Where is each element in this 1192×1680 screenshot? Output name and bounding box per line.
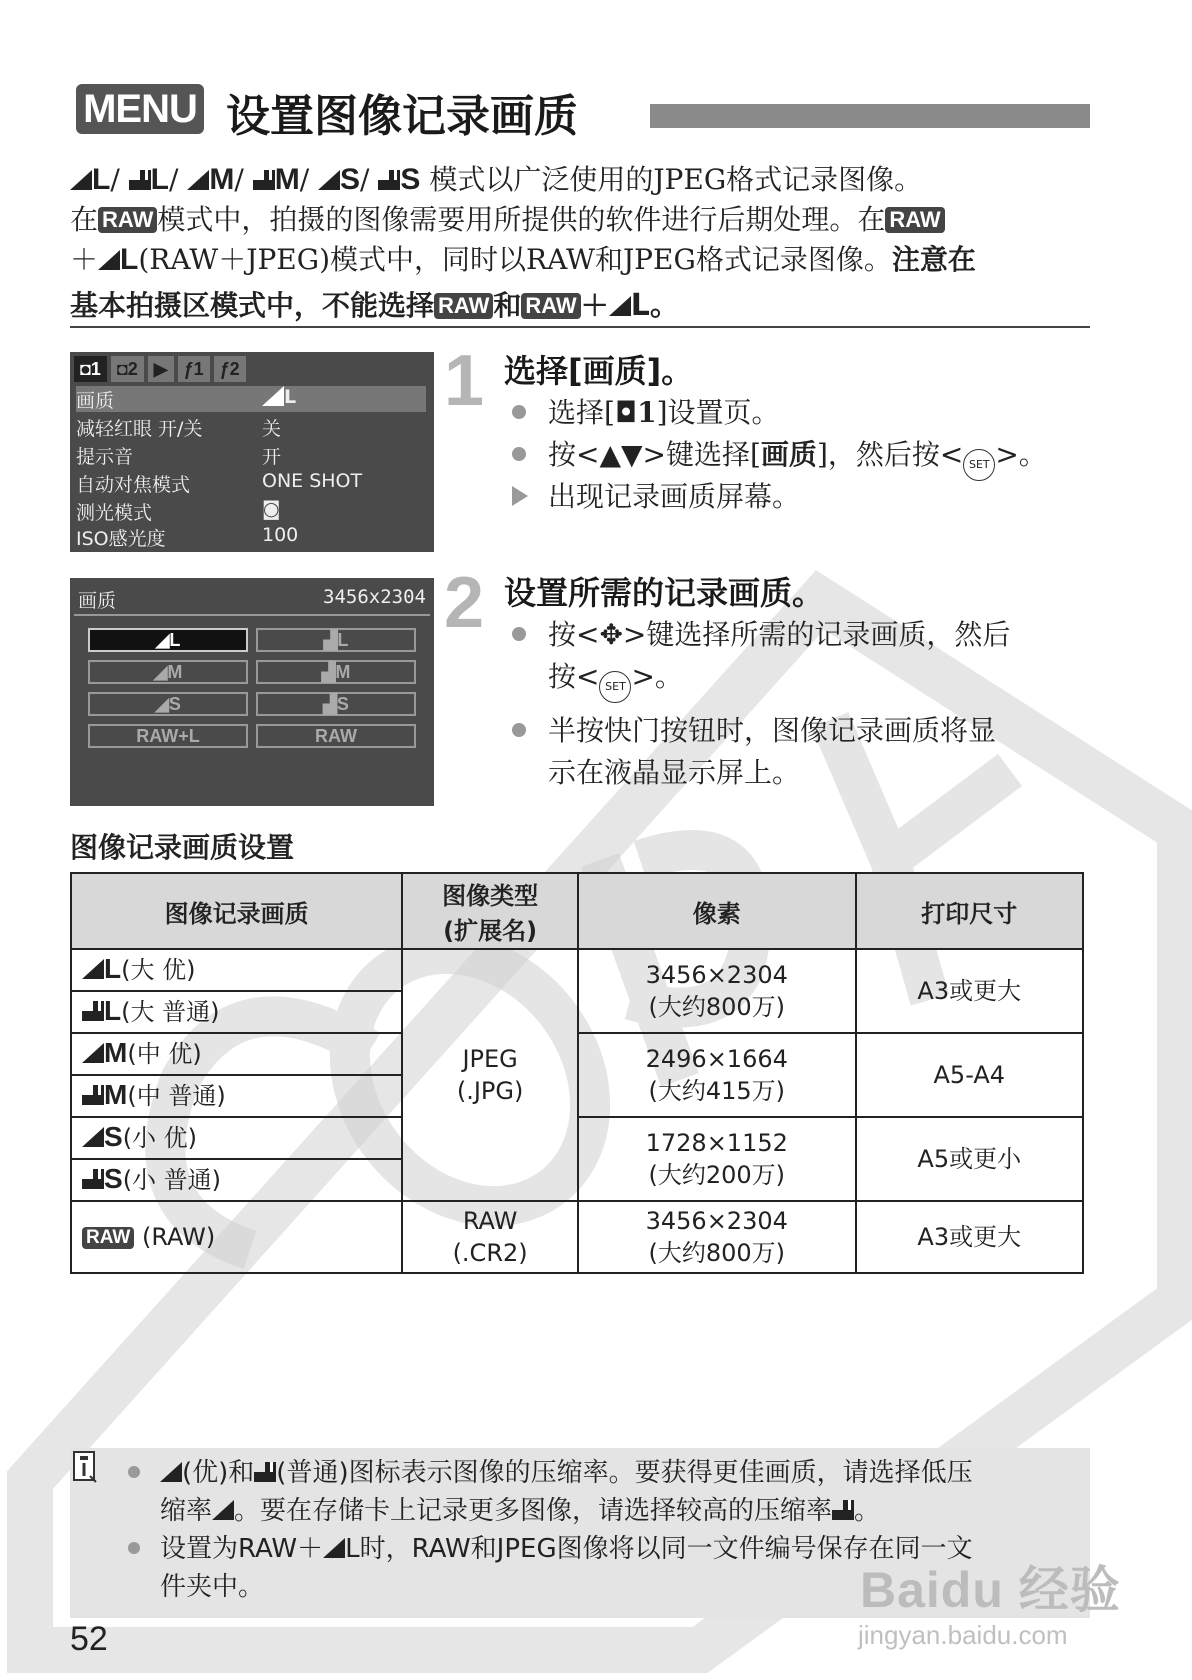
tab-setup-1: ƒ 1 xyxy=(178,356,210,382)
fine-compression-icon xyxy=(323,1538,345,1558)
set-button-icon: SET xyxy=(963,449,995,481)
quality-option-small-normal: ▟ S xyxy=(256,692,416,716)
step-bullet: 按<▲▼>键选择[画质]，然后按< SET >。 xyxy=(512,434,1047,481)
table-row: M(中 优) 2496×1664 (大约415万) A5-A4 xyxy=(71,1033,1083,1075)
step-heading: 选择[画质]。 xyxy=(504,352,694,390)
fine-compression-icon xyxy=(98,250,120,270)
fine-compression-icon xyxy=(609,296,631,316)
menu-row-metering: 测光模式 ◙ xyxy=(76,498,281,524)
normal-compression-icon xyxy=(253,170,275,190)
camera-icon: ◘ xyxy=(614,396,638,429)
metering-icon: ◙ xyxy=(262,498,281,520)
fine-compression-icon xyxy=(318,170,340,190)
table-row: L(大 普通) xyxy=(71,991,1083,1033)
step-bullet: 选择[◘1]设置页。 xyxy=(512,392,780,434)
section-title: 图像记录画质设置 xyxy=(70,831,295,864)
raw-icon: RAW xyxy=(98,207,157,233)
note-item: (优)和 (普通)图标表示图像的压缩率。要获得更佳画质，请选择低压 缩率 。要在存储卡上记录更多图像，请选择较高的压缩率 。 xyxy=(128,1454,1088,1530)
baidu-url: jingyan.baidu.com xyxy=(858,1620,1068,1650)
title-bar xyxy=(650,104,1090,128)
col-header: 图像类型 (扩展名) xyxy=(402,873,578,949)
step-number: 2 xyxy=(444,563,485,643)
normal-compression-icon xyxy=(378,170,400,190)
page-title: 设置图像记录画质 xyxy=(226,91,578,142)
quality-option-raw: RAW xyxy=(256,724,416,748)
baidu-logo: Baidu 经验 xyxy=(860,1562,1121,1618)
quality-settings-table xyxy=(70,872,1084,1274)
normal-compression-icon xyxy=(82,1001,104,1021)
page-number: 52 xyxy=(70,1620,108,1658)
step-bullet: 半按快门按钮时，图像记录画质将显 示在液晶显示屏上。 xyxy=(512,710,1092,794)
wrench-icon: ƒ xyxy=(219,358,230,379)
intro-line-4: 基本拍摄区模式中，不能选择 RAW 和 RAW ＋ L。 xyxy=(70,288,680,323)
normal-compression-icon xyxy=(832,1500,854,1520)
fine-compression-icon xyxy=(82,959,104,979)
col-header: 像素 xyxy=(578,873,856,949)
quality-select-screen xyxy=(70,578,434,806)
col-header: 打印尺寸 xyxy=(856,873,1083,949)
quality-option-raw-plus-large: RAW+L xyxy=(88,724,248,748)
playback-icon: ▶ xyxy=(153,358,168,379)
fine-compression-icon xyxy=(212,1500,234,1520)
raw-icon: RAW xyxy=(82,1227,134,1249)
tab-shooting-1: ◘ 1 xyxy=(74,356,107,382)
normal-compression-icon xyxy=(82,1169,104,1189)
tab-playback xyxy=(148,356,174,382)
wrench-icon: ƒ xyxy=(183,358,194,379)
divider xyxy=(70,326,1090,328)
quality-option-medium-fine: ◢ M xyxy=(88,660,248,684)
camera-icon: ◘ xyxy=(80,358,91,379)
quality-option-large-fine: ◢ L xyxy=(88,628,248,652)
fine-compression-icon xyxy=(160,1462,182,1482)
normal-compression-icon xyxy=(254,1462,276,1482)
normal-compression-icon xyxy=(82,1085,104,1105)
table-row: RAW (RAW) RAW (.CR2) 3456×2304 (大约800万) A3或更大 xyxy=(71,1201,1083,1273)
table-row: M(中 普通) xyxy=(71,1075,1083,1117)
intro-line-3: ＋ L(RAW＋JPEG)模式中，同时以RAW和JPEG格式记录图像。注意在 xyxy=(70,243,976,276)
quality-option-medium-normal: ▟ M xyxy=(256,660,416,684)
tab-setup-2: ƒ 2 xyxy=(214,356,246,382)
menu-row-beep: 提示音 开 xyxy=(76,446,282,468)
quality-option-small-fine: ◢ S xyxy=(88,692,248,716)
normal-compression-icon xyxy=(129,170,151,190)
quality-option-large-normal: ▟ L xyxy=(256,628,416,652)
fine-compression-icon xyxy=(82,1043,104,1063)
camera-menu-screen xyxy=(70,352,434,552)
note-item: 设置为RAW＋ L时，RAW和JPEG图像将以同一文件编号保存在同一文 件夹中。 xyxy=(128,1530,1088,1606)
note-icon xyxy=(72,1450,98,1484)
raw-icon: RAW xyxy=(521,293,580,319)
result-arrow-icon xyxy=(512,486,528,506)
table-row: L(大 优) JPEG (.JPG) 3456×2304 (大约800万) A3或更大 xyxy=(71,949,1083,991)
fine-compression-icon xyxy=(70,170,92,190)
intro-paragraph xyxy=(70,160,1100,326)
menu-row-iso: ISO感光度 100 xyxy=(76,524,299,550)
intro-line-2: 在 RAW 模式中，拍摄的图像需要用所提供的软件进行后期处理。在 RAW xyxy=(70,200,1100,240)
step-heading: 设置所需的记录画质。 xyxy=(504,574,825,612)
fine-compression-icon xyxy=(187,170,209,190)
menu-row-quality: 画质 L xyxy=(76,386,426,412)
camera-icon: ◘ xyxy=(116,358,128,379)
fine-compression-icon xyxy=(82,1127,104,1147)
raw-icon: RAW xyxy=(885,207,944,233)
tab-shooting-2: ◘ 2 xyxy=(111,356,144,382)
table-row: S(小 普通) xyxy=(71,1159,1083,1201)
fine-compression-icon xyxy=(262,386,284,406)
menu-badge: MENU xyxy=(76,84,204,134)
step-result: 出现记录画质屏幕。 xyxy=(512,476,800,518)
intro-line-1: L/ L/ M/ M/ S/ S 模式以广泛使用的JPEG格式记录图像。 xyxy=(70,160,1100,200)
table-header-row xyxy=(71,873,1083,949)
col-header: 图像记录画质 xyxy=(71,873,402,949)
screen-title: 画质 xyxy=(78,590,117,612)
table-row: S(小 优) 1728×1152 (大约200万) A5或更小 xyxy=(71,1117,1083,1159)
resolution-readout: 3456x2304 xyxy=(323,586,426,608)
menu-row-af-mode: 自动对焦模式 ONE SHOT xyxy=(76,470,363,496)
raw-icon: RAW xyxy=(434,293,493,319)
menu-row-redeye: 减轻红眼 开/关 关 xyxy=(76,418,282,440)
set-button-icon: SET xyxy=(599,671,631,703)
step-bullet: 按<✥>键选择所需的记录画质，然后 按< SET >。 xyxy=(512,614,1092,703)
step-number: 1 xyxy=(444,341,485,421)
